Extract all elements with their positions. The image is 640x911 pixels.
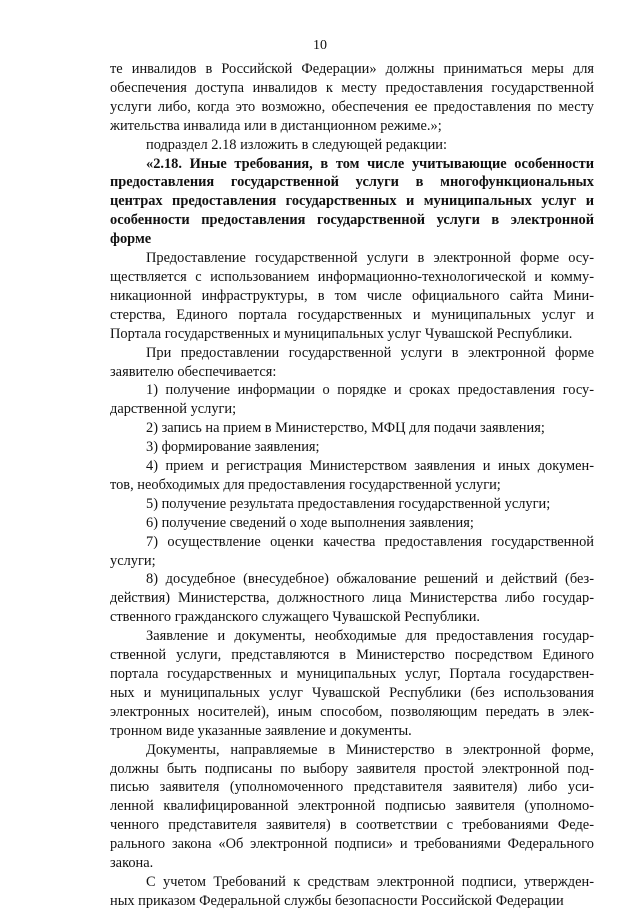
text-line: портала государственных и муниципальных услуг, Портала государствен- (110, 666, 594, 682)
paragraph (110, 741, 594, 873)
text-line: заявителю обеспечивается: (110, 363, 277, 380)
text-line: «2.18. Иные требования, в том числе учитывающие особенности (146, 155, 594, 172)
paragraph (110, 570, 594, 627)
text-line: ченного представителя заявителя) в соответствии с требованиями Феде- (110, 817, 594, 834)
text-line: должны быть подписаны по выбору заявителя простой электронной под- (110, 760, 594, 777)
page-number: 10 (313, 38, 327, 53)
text-line: писью заявителя (уполномоченного представителя заявителя) либо уси- (110, 779, 594, 796)
paragraph (110, 419, 594, 438)
paragraph (110, 438, 594, 457)
text-line: тов, необходимых для предоставления государственной услуги; (110, 476, 501, 493)
paragraph (110, 381, 594, 419)
text-line: жительства инвалида или в дистанционном режиме.»; (110, 117, 442, 134)
text-line: 3) формирование заявления; (146, 439, 320, 456)
paragraph (110, 533, 594, 571)
paragraph (110, 60, 594, 136)
text-line: 6) получение сведений о ходе выполнения заявления; (146, 514, 474, 531)
text-line: 8) досудебное (внесудебное) обжалование решений и действий (без- (146, 571, 594, 588)
text-line: Заявление и документы, необходимые для предоставления государ- (146, 628, 594, 645)
document-body (110, 60, 594, 911)
text-line: дарственной услуги; (110, 401, 237, 418)
text-line: 2) запись на прием в Министерство, МФЦ для подачи заявления; (146, 420, 545, 437)
text-line: обеспечения доступа инвалидов к месту предоставления государственной (110, 79, 594, 96)
paragraph (110, 457, 594, 495)
text-line: ственной услуги, представляются в Министерство посредством Единого (110, 647, 594, 664)
text-line: При предоставлении государственной услуги в электронной форме (146, 344, 594, 361)
text-line: стерства, Единого портала государственных и муниципальных услуг и (110, 306, 594, 323)
paragraph (110, 136, 594, 155)
text-line: Документы, направляемые в Министерство в электронной форме, (146, 741, 594, 758)
text-line: особенности предоставления государственной услуги в электронной (110, 212, 594, 229)
text-line: никационной инфраструктуры, в том числе официального сайта Мини- (110, 287, 594, 304)
text-line: Предоставление государственной услуги в электронной форме осу- (146, 250, 594, 267)
text-line: действия) Министерства, должностного лица Министерства либо государ- (110, 590, 594, 607)
paragraph (110, 155, 594, 250)
text-line: ных и муниципальных услуг Чувашской Республики (без использования (110, 684, 594, 701)
text-line: те инвалидов в Российской Федерации» должны приниматься меры для (110, 61, 594, 77)
text-line: рального закона «Об электронной подписи» и требованиями Федерального (110, 836, 594, 853)
text-line: тронном виде указанные заявление и документы. (110, 722, 412, 739)
text-line: 1) получение информации о порядке и сроках предоставления госу- (146, 382, 594, 399)
paragraph (110, 627, 594, 740)
text-line: 5) получение результата предоставления государственной услуги; (146, 495, 551, 512)
text-line: 4) прием и регистрация Министерством заявления и иных докумен- (146, 458, 594, 475)
text-line: ственного гражданского служащего Чувашской Республики. (110, 609, 480, 626)
text-line: форме (110, 231, 152, 248)
text-line: предоставления государственной услуги в многофункциональных (110, 174, 594, 191)
paragraph (110, 249, 594, 344)
text-line: центрах предоставления государственных и муниципальных услуг и (110, 193, 594, 210)
text-line: подраздел 2.18 изложить в следующей редакции: (146, 136, 447, 153)
text-line: ществляется с использованием информационно-технологической и комму- (110, 268, 594, 285)
text-line: ных приказом Федеральной службы безопасности Российской Федерации (110, 892, 564, 909)
text-line: электронных носителей), иным способом, позволяющим передать в элек- (110, 703, 594, 720)
text-line: услуги; (110, 552, 156, 569)
text-line: ленной квалифицированной электронной подписью заявителя (уполномо- (110, 798, 594, 815)
text-line: С учетом Требований к средствам электронной подписи, утвержден- (146, 873, 594, 890)
text-line: 7) осуществление оценки качества предоставления государственной (146, 533, 594, 550)
paragraph (110, 344, 594, 382)
paragraph (110, 495, 594, 514)
text-line: Портала государственных и муниципальных услуг Чувашской Республики. (110, 325, 573, 342)
text-line: услуги либо, когда это возможно, обеспечения ее предоставления по месту (110, 98, 594, 115)
paragraph (110, 873, 594, 911)
text-line: закона. (110, 855, 154, 872)
paragraph (110, 514, 594, 533)
